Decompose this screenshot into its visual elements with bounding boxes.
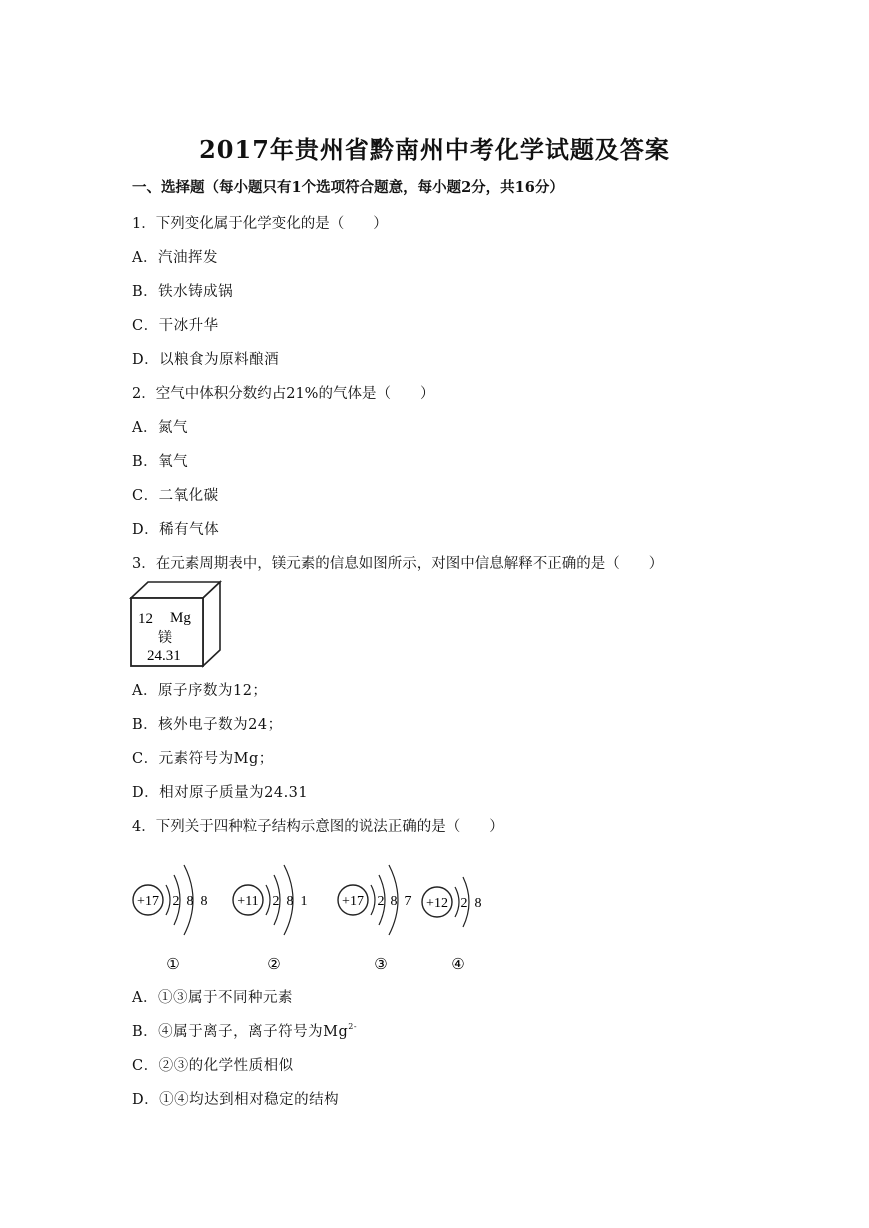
particle-1 <box>133 865 208 973</box>
question-4-option-d: D．①④均达到相对稳定的结构 <box>132 1092 340 1108</box>
particle-3-shell-2: 8 <box>390 894 398 909</box>
question-1-stem: 1．下列变化属于化学变化的是（ ） <box>132 216 388 232</box>
particle-structure-diagrams <box>128 845 488 975</box>
particle-2-nucleus: +11 <box>237 894 259 909</box>
particle-2-shell-1: 2 <box>272 894 280 909</box>
element-name: 镁 <box>158 630 172 646</box>
particle-1-shell-1: 2 <box>172 894 180 909</box>
question-1-option-a: A．汽油挥发 <box>132 250 218 266</box>
question-3-option-d: D．相对原子质量为24.31 <box>132 785 309 801</box>
particle-2-label: ② <box>267 955 281 973</box>
question-4-stem: 4．下列关于四种粒子结构示意图的说法正确的是（ ） <box>132 819 504 835</box>
question-4-option-b-text: B．④属于离子，离子符号为Mg <box>132 1024 349 1040</box>
particle-1-shell-3: 8 <box>200 894 208 909</box>
particle-4-shell-1: 2 <box>460 896 468 911</box>
particle-4-shell-2: 8 <box>474 896 482 911</box>
particle-4 <box>422 877 482 973</box>
particle-3-nucleus: +17 <box>342 894 364 909</box>
particle-3-label: ③ <box>374 955 388 973</box>
question-2-option-b: B．氧气 <box>132 454 189 470</box>
particle-2-shell-3: 1 <box>300 894 308 909</box>
question-1-option-c: C．干冰升华 <box>132 318 219 334</box>
question-4-option-a: A．①③属于不同种元素 <box>132 990 293 1006</box>
page-title: 2017年贵州省黔南州中考化学试题及答案 <box>199 135 670 164</box>
question-2-option-c: C．二氧化碳 <box>132 488 219 504</box>
element-symbol: Mg <box>170 610 191 626</box>
question-4-option-c: C．②③的化学性质相似 <box>132 1058 294 1074</box>
question-1-option-d: D．以粮食为原料酿酒 <box>132 352 280 368</box>
question-2-option-a: A．氮气 <box>132 420 188 436</box>
particle-2 <box>233 865 308 973</box>
element-card-figure <box>128 578 224 670</box>
particle-1-nucleus: +17 <box>137 894 159 909</box>
element-mass: 24.31 <box>147 648 181 664</box>
section-heading: 一、选择题（每小题只有1个选项符合题意，每小题2分，共16分） <box>132 179 564 196</box>
particle-3-shell-3: 7 <box>404 894 412 909</box>
question-2-option-d: D．稀有气体 <box>132 522 220 538</box>
question-3-stem: 3．在元素周期表中，镁元素的信息如图所示，对图中信息解释不正确的是（ ） <box>132 556 664 572</box>
question-3-option-c: C．元素符号为Mg； <box>132 751 274 767</box>
question-2-stem: 2．空气中体积分数约占21%的气体是（ ） <box>132 386 435 402</box>
particle-4-nucleus: +12 <box>426 896 448 911</box>
ion-charge-superscript: 2- <box>348 1022 358 1031</box>
particle-1-label: ① <box>166 955 180 973</box>
question-1-option-b: B．铁水铸成锅 <box>132 284 234 300</box>
element-atomic-number: 12 <box>138 611 153 627</box>
particle-3 <box>338 865 412 973</box>
particle-3-shell-1: 2 <box>377 894 385 909</box>
particle-4-label: ④ <box>451 955 465 973</box>
particle-2-shell-2: 8 <box>286 894 294 909</box>
particle-1-shell-2: 8 <box>186 894 194 909</box>
question-3-option-b: B．核外电子数为24； <box>132 717 283 733</box>
question-3-option-a: A．原子序数为12； <box>132 683 268 699</box>
question-4-option-b <box>132 1020 357 1041</box>
